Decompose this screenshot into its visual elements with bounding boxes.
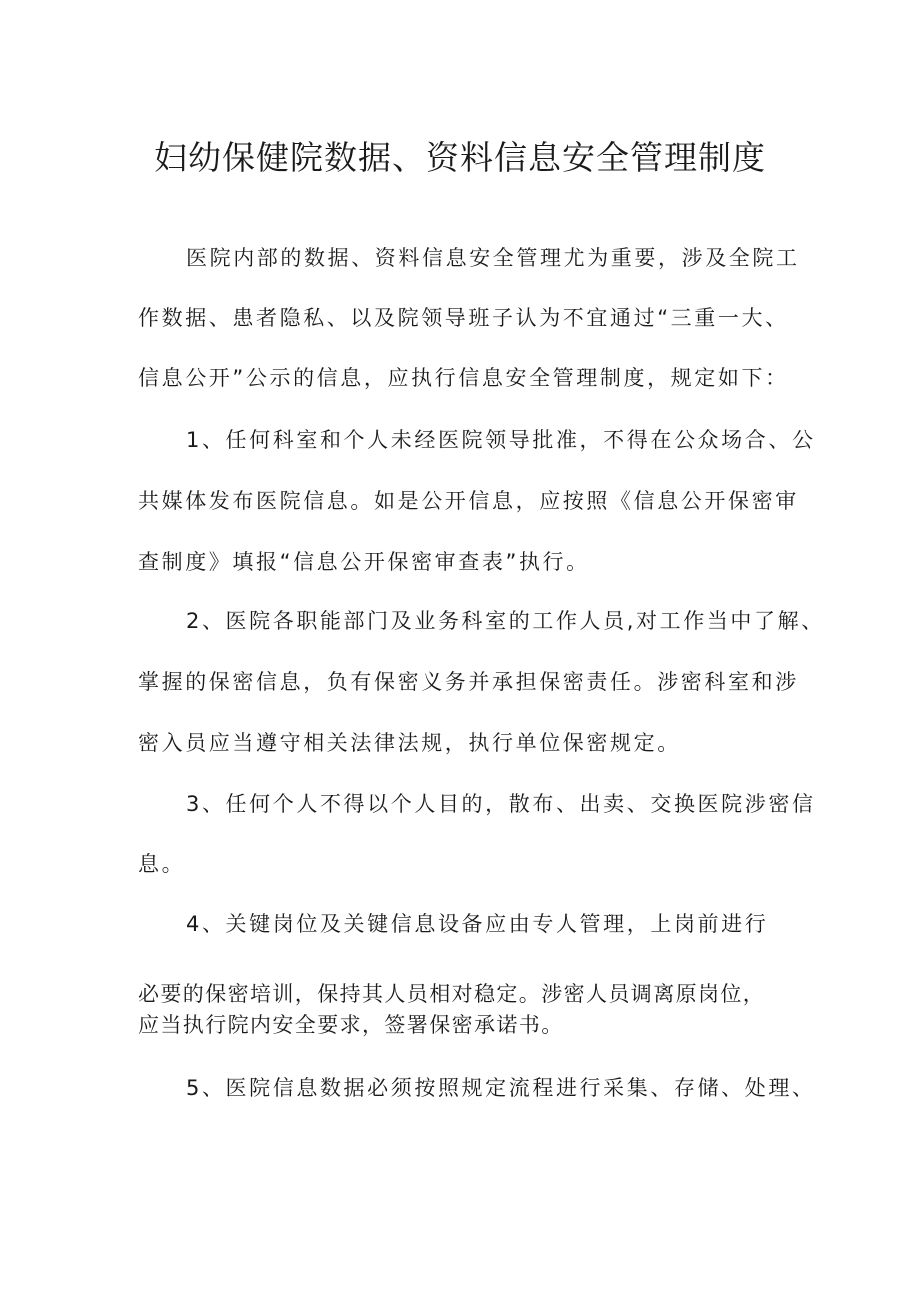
clause-2-line-3: 密入员应当遵守相关法律法规，执行单位保密规定。 [138, 731, 681, 755]
clause-4-line-1: 4、关键岗位及关键信息设备应由专人管理，上岗前进行 [186, 912, 769, 936]
clause-1-line-1: 1、任何科室和个人未经医院领导批准，不得在公众场合、公 [186, 428, 816, 452]
clause-4-line-3: 应当执行院内安全要求，签署保密承诺书。 [138, 1013, 564, 1037]
paragraph-intro-line-3: 信息公开”公示的信息，应执行信息安全管理制度，规定如下： [138, 366, 789, 390]
clause-4-line-2: 必要的保密培训，保持其人员相对稳定。涉密人员调离原岗位， [138, 982, 766, 1006]
clause-2-line-1: 2、医院各职能部门及业务科室的工作人员,对工作当中了解、 [186, 609, 825, 633]
clause-3-line-2: 息。 [138, 852, 186, 876]
clause-3-line-1: 3、任何个人不得以个人目的，散布、出卖、交换医院涉密信 [186, 792, 816, 816]
clause-1-line-3: 查制度》填报“信息公开保密审查表”执行。 [138, 550, 590, 574]
document-title: 妇幼保健院数据、资料信息安全管理制度 [154, 138, 766, 177]
clause-1-line-2: 共媒体发布医院信息。如是公开信息，应按照《信息公开保密审 [138, 489, 799, 513]
paragraph-intro-line-1: 医院内部的数据、资料信息安全管理尤为重要，涉及全院工 [186, 246, 800, 270]
clause-5-line-1: 5、医院信息数据必须按照规定流程进行采集、存储、处理、 [186, 1076, 816, 1100]
clause-2-line-2: 掌握的保密信息，负有保密义务并承担保密责任。涉密科室和涉 [138, 670, 799, 694]
paragraph-intro-line-2: 作数据、患者隐私、以及院领导班子认为不宜通过“三重一大、 [138, 306, 789, 330]
